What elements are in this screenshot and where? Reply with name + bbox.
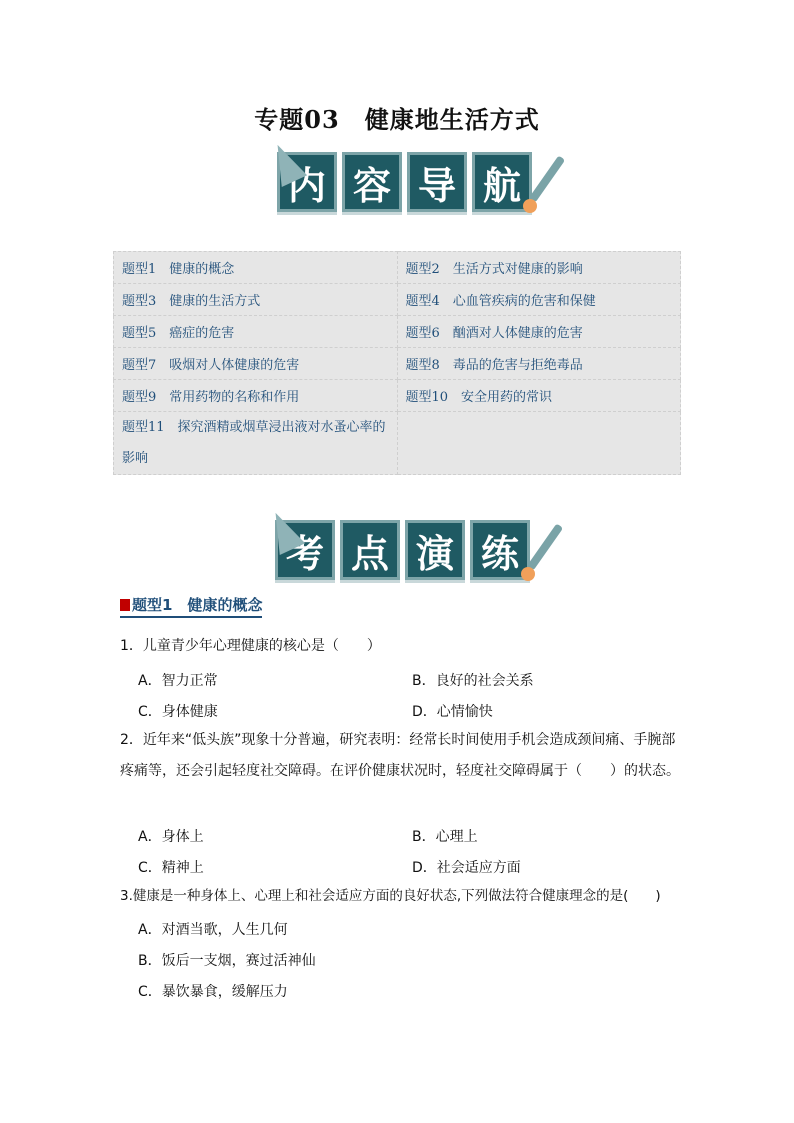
brush-tip-icon [523,199,537,213]
toc-item[interactable]: 题型11 探究酒精或烟草浸出液对水蚤心率的影响 [114,412,398,475]
toc-item[interactable]: 题型4 心血管疾病的危害和保健 [397,284,681,316]
option[interactable]: C．身体健康 [138,704,218,720]
option[interactable]: C．暴饮暴食，缓解压力 [138,984,288,1000]
option[interactable]: D．心情愉快 [412,704,493,720]
table-row [114,412,681,475]
toc-item[interactable]: 题型9 常用药物的名称和作用 [114,380,398,412]
toc-item[interactable]: 题型5 癌症的危害 [114,316,398,348]
option[interactable]: B．饭后一支烟，赛过活神仙 [138,953,316,969]
toc-item[interactable]: 题型2 生活方式对健康的影响 [397,252,681,284]
option[interactable]: A．智力正常 [138,673,218,689]
table-row [114,316,681,348]
toc-item[interactable]: 题型3 健康的生活方式 [114,284,398,316]
toc-item-empty [397,412,681,475]
table-row [114,284,681,316]
content-nav-banner [277,152,532,212]
option[interactable]: A．对酒当歌，人生几何 [138,922,288,938]
banner-tile: 导 [407,152,467,212]
banner-tile: 考 [275,520,335,580]
option[interactable]: C．精神上 [138,860,204,876]
table-row [114,348,681,380]
brush-tip-icon [521,567,535,581]
toc-item[interactable]: 题型6 酗酒对人体健康的危害 [397,316,681,348]
table-row [114,252,681,284]
practice-banner [275,520,530,580]
brush-icon [529,155,565,202]
banner-tile: 航 [472,152,532,212]
toc-table [113,251,681,475]
red-square-icon [120,599,130,611]
banner-tile: 容 [342,152,402,212]
toc-item[interactable]: 题型1 健康的概念 [114,252,398,284]
banner-tile: 练 [470,520,530,580]
question-stem: 2．近年来“低头族”现象十分普遍，研究表明：经常长时间使用手机会造成颈间痛、手腕部疼痛等，还会引起轻度社交障碍。在评价健康状况时，轻度社交障碍属于（ ）的状态。 [120,732,680,779]
toc-item[interactable]: 题型7 吸烟对人体健康的危害 [114,348,398,380]
banner-tile: 点 [340,520,400,580]
option[interactable]: B．心理上 [412,829,478,845]
option[interactable]: B．良好的社会关系 [412,673,534,689]
section-heading: 题型1 健康的概念 [120,594,262,618]
option[interactable]: A．身体上 [138,829,204,845]
option[interactable]: D．社会适应方面 [412,860,521,876]
page-title: 专题03 健康地生活方式 [254,105,540,134]
table-row [114,380,681,412]
banner-tile: 演 [405,520,465,580]
brush-icon [527,523,563,570]
toc-item[interactable]: 题型8 毒品的危害与拒绝毒品 [397,348,681,380]
banner-tile: 内 [277,152,337,212]
question-stem: 1．儿童青少年心理健康的核心是（ ） [120,638,381,654]
question-stem: 3.健康是一种身体上、心理上和社会适应方面的良好状态,下列做法符合健康理念的是( ) [120,888,661,904]
toc-item[interactable]: 题型10 安全用药的常识 [397,380,681,412]
